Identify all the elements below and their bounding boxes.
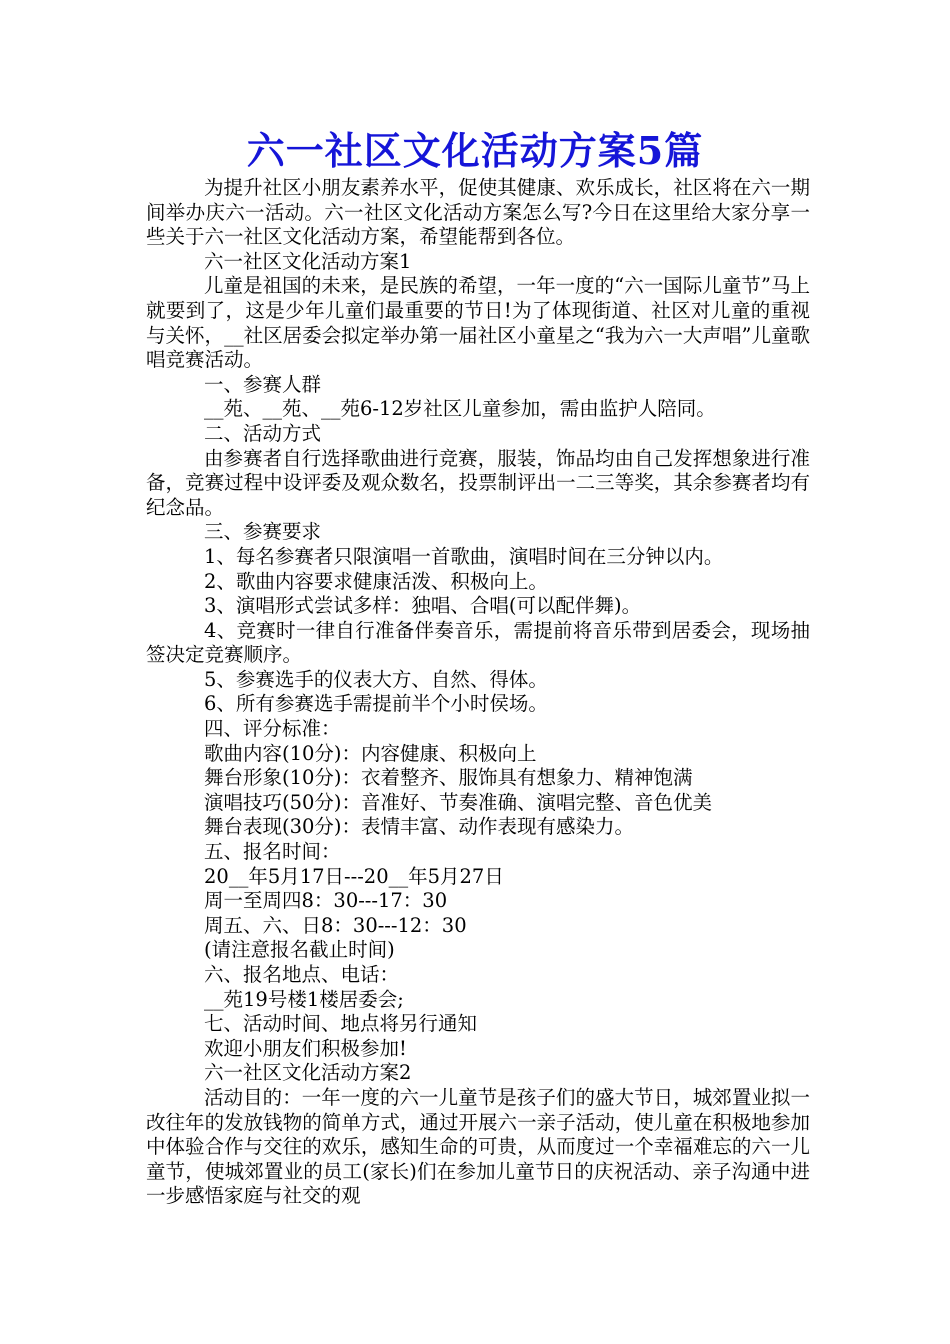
section-heading: 二、活动方式 — [204, 421, 322, 445]
paragraph: 活动目的：一年一度的六一儿童节是孩子们的盛大节日，城郊置业拟一改往年的发放钱物的简单方式，通过开展六一亲子活动，使儿童在积极地参加中体验合作与交往的欢乐，感知生命的可贵，从而度过一个幸福难忘的六一儿童节，使城郊置业的员工(家长)们在参加儿童节日的庆祝活动、亲子沟通中进一步感悟家庭与社交的观 — [146, 1085, 810, 1208]
list-item: 5、参赛选手的仪表大方、自然、得体。 — [204, 667, 548, 691]
paragraph: 为提升社区小朋友素养水平，促使其健康、欢乐成长，社区将在六一期间举办庆六一活动。六一社区文化活动方案怎么写?今日在这里给大家分享一些关于六一社区文化活动方案，希望能帮到各位。 — [146, 176, 810, 249]
section-heading: 六一社区文化活动方案2 — [204, 1061, 412, 1085]
list-item: 4、竞赛时一律自行准备伴奏音乐，需提前将音乐带到居委会，现场抽签决定竞赛顺序。 — [146, 618, 810, 667]
section-heading: 四、评分标准： — [204, 717, 341, 741]
list-item: 演唱技巧(50分)：音准好、节奏准确、演唱完整、音色优美 — [204, 790, 713, 814]
section-heading: 六一社区文化活动方案1 — [204, 249, 412, 273]
list-item: 1、每名参赛者只限演唱一首歌曲，演唱时间在三分钟以内。 — [204, 544, 724, 568]
paragraph: 欢迎小朋友们积极参加! — [204, 1036, 407, 1060]
section-heading: 三、参赛要求 — [204, 520, 322, 544]
list-item: __苑19号楼1楼居委会; — [204, 987, 404, 1011]
section-heading: 七、活动时间、地点将另行通知 — [204, 1012, 478, 1036]
list-item: 20__年5月17日---20__年5月27日 — [204, 864, 504, 888]
list-item: 舞台表现(30分)：表情丰富、动作表现有感染力。 — [204, 815, 635, 839]
list-item: (请注意报名截止时间) — [204, 938, 395, 962]
section-heading: 一、参赛人群 — [204, 372, 322, 396]
list-item: 周一至周四8：30---17：30 — [204, 889, 448, 913]
list-item: 舞台形象(10分)：衣着整齐、服饰具有想象力、精神饱满 — [204, 766, 693, 790]
paragraph: 由参赛者自行选择歌曲进行竞赛，服装，饰品均由自己发挥想象进行准备，竞赛过程中设评委及观众数名，投票制评出一二三等奖，其余参赛者均有纪念品。 — [146, 446, 810, 519]
list-item: 2、歌曲内容要求健康活泼、积极向上。 — [204, 569, 548, 593]
document-body — [146, 176, 810, 1209]
section-heading: 五、报名时间： — [204, 840, 341, 864]
document-title: 六一社区文化活动方案5篇 — [246, 128, 704, 173]
list-item: 6、所有参赛选手需提前半个小时侯场。 — [204, 692, 548, 716]
list-item: 歌曲内容(10分)：内容健康、积极向上 — [204, 741, 537, 765]
paragraph: 儿童是祖国的未来，是民族的希望，一年一度的“六一国际儿童节”马上就要到了，这是少年儿童们最重要的节日!为了体现街道、社区对儿童的重视与关怀，__社区居委会拟定举办第一届社区小童星之“我为六一大声唱”儿童歌唱竞赛活动。 — [146, 274, 810, 372]
paragraph: __苑、__苑、__苑6-12岁社区儿童参加，需由监护人陪同。 — [204, 397, 716, 421]
section-heading: 六、报名地点、电话： — [204, 963, 400, 986]
list-item: 3、演唱形式尝试多样：独唱、合唱(可以配伴舞)。 — [204, 594, 642, 618]
list-item: 周五、六、日8：30---12：30 — [204, 913, 467, 937]
